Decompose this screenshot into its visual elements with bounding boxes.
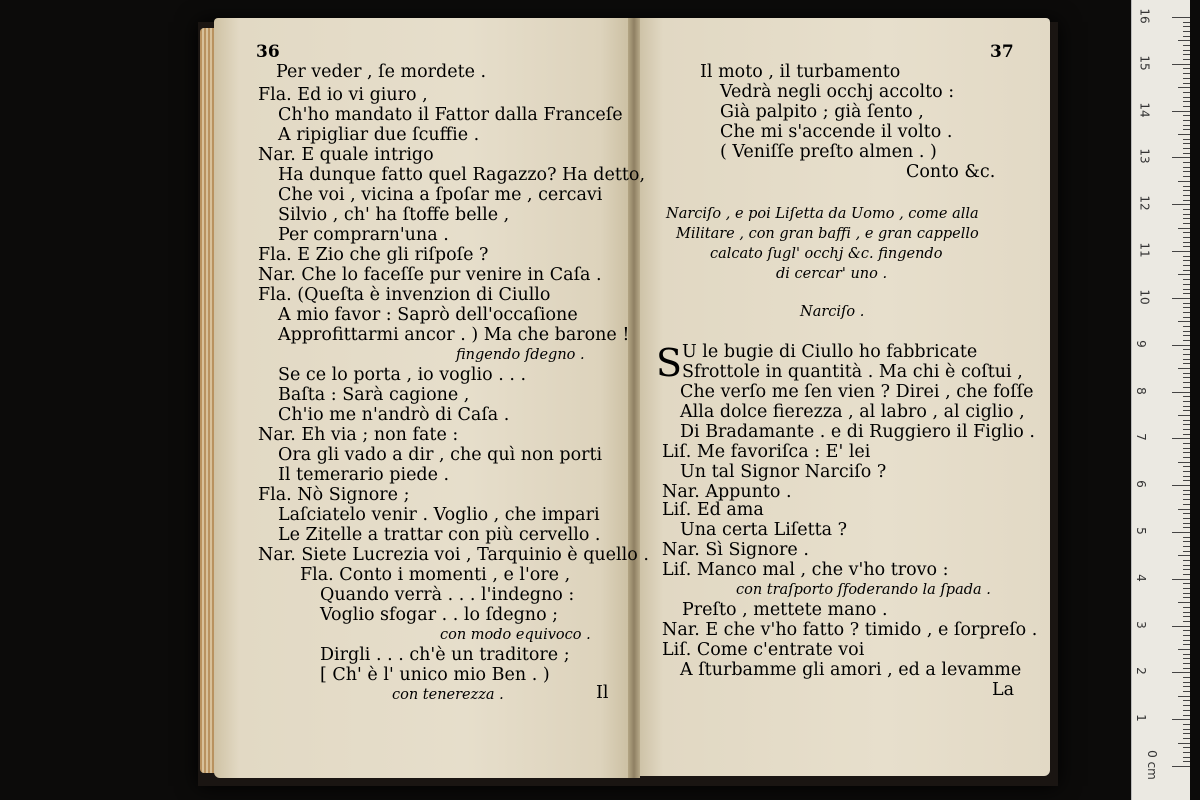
ruler-tick <box>1183 209 1190 210</box>
ruler-tick <box>1183 597 1190 598</box>
left-page-text-line: Nar. Che lo faceſſe pur venire in Caſa . <box>258 265 602 285</box>
ruler-tick <box>1183 630 1190 631</box>
ruler-label: 13 <box>1137 148 1152 165</box>
right-page-text-line: Nar. Appunto . <box>662 482 792 502</box>
ruler-tick <box>1183 307 1190 308</box>
right-page-text-line: di cercar' uno . <box>776 266 888 282</box>
right-page-text-line: Sfrottole in quantità . Ma chi è coſtui , <box>682 362 1023 382</box>
left-page-text-line: Silvio , ch' ha ſtoffe belle , <box>278 205 510 225</box>
ruler-tick <box>1183 757 1190 758</box>
left-page-text-line: Fla. Conto i momenti , e l'ore , <box>300 565 571 585</box>
ruler-tick <box>1178 649 1190 650</box>
left-page-text-line: fingendo ſdegno . <box>456 347 585 363</box>
measuring-ruler <box>1131 0 1190 800</box>
ruler-tick <box>1183 466 1190 467</box>
ruler-tick <box>1183 527 1190 528</box>
right-page-text-line: con traſporto ſfoderando la ſpada . <box>736 582 991 598</box>
ruler-tick <box>1183 200 1190 201</box>
ruler-tick <box>1183 752 1190 753</box>
right-page-text-line: Un tal Signor Narciſo ? <box>680 462 887 482</box>
ruler-label: 12 <box>1137 195 1152 211</box>
ruler-tick <box>1172 626 1190 627</box>
ruler-tick <box>1183 340 1190 341</box>
ruler-tick <box>1183 22 1190 23</box>
ruler-tick <box>1183 232 1190 233</box>
ruler-label: 8 <box>1133 386 1148 395</box>
ruler-tick <box>1178 555 1190 556</box>
ruler-tick <box>1183 677 1190 678</box>
ruler-tick <box>1178 743 1190 744</box>
right-page-text-line: Già palpito ; già ſento , <box>720 102 924 122</box>
ruler-tick <box>1178 696 1190 697</box>
right-page-text-line: Che verſo me ſen vien ? Direi , che foſſe <box>680 382 1034 402</box>
ruler-tick <box>1183 724 1190 725</box>
ruler-tick <box>1183 396 1190 397</box>
ruler-tick <box>1172 438 1190 439</box>
ruler-tick <box>1183 36 1190 37</box>
ruler-tick <box>1183 537 1190 538</box>
ruler-tick <box>1178 274 1190 275</box>
ruler-tick <box>1183 176 1190 177</box>
ruler-tick <box>1183 246 1190 247</box>
ruler-tick <box>1183 354 1190 355</box>
ruler-label: 7 <box>1133 433 1148 442</box>
ruler-tick <box>1183 691 1190 692</box>
ruler-tick <box>1183 644 1190 645</box>
ruler-label: 4 <box>1133 573 1148 582</box>
ruler-tick <box>1183 83 1190 84</box>
ruler-tick <box>1183 504 1190 505</box>
right-page-text-line: Narciſo . <box>800 304 865 320</box>
right-page-text-line: A ſturbamme gli amori , ed a levamme <box>680 660 1022 680</box>
ruler-tick <box>1183 523 1190 524</box>
ruler-tick <box>1183 377 1190 378</box>
ruler-tick <box>1183 256 1190 257</box>
right-page-text-line: Militare , con gran baffi , e gran cappello <box>676 226 979 242</box>
ruler-tick <box>1183 593 1190 594</box>
ruler-tick <box>1183 270 1190 271</box>
right-page-text-line: Il moto , il turbamento <box>700 62 901 82</box>
ruler-tick <box>1178 228 1190 229</box>
right-page-text-line: Nar. Sì Signore . <box>662 540 809 560</box>
ruler-tick <box>1183 565 1190 566</box>
ruler-tick <box>1172 532 1190 533</box>
right-page-text-line: Che mi s'accende il volto . <box>720 122 953 142</box>
ruler-tick <box>1183 331 1190 332</box>
left-page-text-line: Fla. E Zio che gli riſpoſe ? <box>258 245 489 265</box>
ruler-label: 2 <box>1133 667 1148 676</box>
left-page-text-line: Che voi , vicina a ſpoſar me , cercavi <box>278 185 603 205</box>
ruler-tick <box>1183 78 1190 79</box>
ruler-tick <box>1183 420 1190 421</box>
drop-cap: S <box>656 341 683 385</box>
ruler-tick <box>1183 359 1190 360</box>
left-page-text-line: Quando verrà . . . l'indegno : <box>320 585 575 605</box>
ruler-tick <box>1183 92 1190 93</box>
ruler-tick <box>1183 143 1190 144</box>
right-page-text-line: Narciſo , e poi Liſetta da Uomo , come alla <box>666 206 979 222</box>
ruler-tick <box>1172 251 1190 252</box>
ruler-tick <box>1183 115 1190 116</box>
right-page-text-line: Nar. E che v'ho fatto ? timido , e ſorpreſo . <box>662 620 1038 640</box>
ruler-tick <box>1183 139 1190 140</box>
ruler-label: 11 <box>1137 242 1152 258</box>
right-page-text-line: Alla dolce fierezza , al labro , al ciglio , <box>680 402 1025 422</box>
ruler-tick <box>1183 129 1190 130</box>
ruler-tick <box>1183 747 1190 748</box>
ruler-tick <box>1183 658 1190 659</box>
left-page-text-line: Approfittarmi ancor . ) Ma che barone ! <box>278 325 630 345</box>
ruler-tick <box>1183 312 1190 313</box>
ruler-tick <box>1183 410 1190 411</box>
left-page-text-line: Il temerario piede . <box>278 465 450 485</box>
ruler-tick <box>1183 279 1190 280</box>
ruler-tick <box>1178 509 1190 510</box>
ruler-label: 5 <box>1133 527 1148 535</box>
right-page-text-line: Liſ. Come c'entrate voi <box>662 640 865 660</box>
ruler-tick <box>1172 672 1190 673</box>
ruler-tick <box>1183 663 1190 664</box>
ruler-tick <box>1183 434 1190 435</box>
right-page-text-line: calcato ſugl' occhj &c. fingendo <box>710 246 943 262</box>
left-page-text-line: Le Zitelle a trattar con più cervello . <box>278 525 601 545</box>
ruler-tick <box>1183 106 1190 107</box>
left-page-text-line: Ch'io me n'andrò di Caſa . <box>278 405 510 425</box>
ruler-tick <box>1183 317 1190 318</box>
ruler-tick <box>1178 40 1190 41</box>
ruler-label: 0 cm <box>1144 750 1159 780</box>
ruler-tick <box>1183 761 1190 762</box>
right-page-text-line: Di Bradamante . e di Ruggiero il Figlio . <box>680 422 1035 442</box>
book-gutter <box>628 18 640 778</box>
right-page-text-line: Vedrà negli occhj accolto : <box>720 82 955 102</box>
left-page-text-line: Nar. Siete Lucrezia voi , Tarquinio è quello . <box>258 545 649 565</box>
ruler-tick <box>1183 303 1190 304</box>
ruler-label: 15 <box>1137 55 1152 71</box>
ruler-tick <box>1183 513 1190 514</box>
ruler-tick <box>1178 87 1190 88</box>
left-page-text-line: Fla. Ed io vi giuro , <box>258 85 428 105</box>
ruler-tick <box>1178 415 1190 416</box>
ruler-tick <box>1183 195 1190 196</box>
ruler-tick <box>1183 429 1190 430</box>
ruler-tick <box>1183 223 1190 224</box>
ruler-tick <box>1183 125 1190 126</box>
ruler-tick <box>1172 766 1190 767</box>
ruler-tick <box>1183 335 1190 336</box>
ruler-tick <box>1183 588 1190 589</box>
ruler-tick <box>1183 569 1190 570</box>
left-page-text-line: con tenerezza . <box>392 687 504 703</box>
ruler-tick <box>1178 368 1190 369</box>
ruler-tick <box>1183 401 1190 402</box>
left-page-text-line: Fla. Nò Signore ; <box>258 485 410 505</box>
ruler-tick <box>1172 64 1190 65</box>
ruler-tick <box>1183 382 1190 383</box>
ruler-label: 1 <box>1133 714 1148 723</box>
left-page-text-line: A ripigliar due ſcuffie . <box>278 125 480 145</box>
ruler-tick <box>1183 349 1190 350</box>
ruler-tick <box>1183 654 1190 655</box>
ruler-tick <box>1183 710 1190 711</box>
left-page-text-line: Per comprarn'una . <box>278 225 449 245</box>
ruler-tick <box>1183 621 1190 622</box>
ruler-tick <box>1178 134 1190 135</box>
ruler-tick <box>1172 579 1190 580</box>
right-page-text-line: Conto &c. <box>906 162 996 182</box>
ruler-tick <box>1183 686 1190 687</box>
left-page-number: 36 <box>256 42 280 62</box>
ruler-tick <box>1183 293 1190 294</box>
ruler-tick <box>1183 326 1190 327</box>
ruler-tick <box>1183 265 1190 266</box>
ruler-tick <box>1183 700 1190 701</box>
ruler-tick <box>1183 583 1190 584</box>
ruler-tick <box>1183 682 1190 683</box>
ruler-tick <box>1183 214 1190 215</box>
ruler-tick <box>1183 715 1190 716</box>
left-page-text-line: A mio favor : Saprò dell'occaſione <box>278 305 578 325</box>
ruler-tick <box>1183 186 1190 187</box>
left-page-text-line: Se ce lo porta , io voglio . . . <box>278 365 527 385</box>
ruler-tick <box>1183 490 1190 491</box>
left-page-text-line: Ora gli vado a dir , che quì non porti <box>278 445 603 465</box>
ruler-tick <box>1172 157 1190 158</box>
ruler-tick <box>1183 162 1190 163</box>
right-page-text-line: Liſ. Me favoriſca : E' lei <box>662 442 871 462</box>
ruler-tick <box>1183 59 1190 60</box>
ruler-tick <box>1183 171 1190 172</box>
ruler-tick <box>1183 50 1190 51</box>
left-page-text-line: Dirgli . . . ch'è un traditore ; <box>320 645 570 665</box>
ruler-tick <box>1183 499 1190 500</box>
ruler-tick <box>1183 729 1190 730</box>
left-page-text-line: Per veder , ſe mordete . <box>276 62 487 82</box>
ruler-tick <box>1172 111 1190 112</box>
ruler-tick <box>1178 181 1190 182</box>
ruler-tick <box>1172 17 1190 18</box>
ruler-tick <box>1183 640 1190 641</box>
left-page-text-line: Il <box>596 683 609 703</box>
ruler-label: 3 <box>1133 620 1148 629</box>
ruler-tick <box>1183 54 1190 55</box>
ruler-tick <box>1183 237 1190 238</box>
right-page-text-line: Liſ. Ed ama <box>662 500 764 520</box>
ruler-tick <box>1183 242 1190 243</box>
ruler-tick <box>1183 560 1190 561</box>
right-page-text-line: Una certa Liſetta ? <box>680 520 848 540</box>
ruler-tick <box>1183 260 1190 261</box>
right-page-number: 37 <box>990 42 1014 62</box>
ruler-tick <box>1183 31 1190 32</box>
ruler-tick <box>1183 406 1190 407</box>
ruler-tick <box>1183 635 1190 636</box>
ruler-tick <box>1183 45 1190 46</box>
left-page-text-line: Ch'ho mandato il Fattor dalla Franceſe <box>278 105 623 125</box>
ruler-tick <box>1183 476 1190 477</box>
ruler-tick <box>1183 494 1190 495</box>
right-page-text-line: U le bugie di Ciullo ho fabbricate <box>682 342 978 362</box>
ruler-tick <box>1172 298 1190 299</box>
ruler-tick <box>1172 719 1190 720</box>
ruler-label: 14 <box>1137 101 1152 118</box>
left-page-text-line: [ Ch' è l' unico mio Ben . ) <box>320 665 550 685</box>
ruler-tick <box>1178 321 1190 322</box>
ruler-tick <box>1183 457 1190 458</box>
ruler-tick <box>1183 471 1190 472</box>
ruler-tick <box>1183 541 1190 542</box>
ruler-tick <box>1183 480 1190 481</box>
left-page-text-line: Voglio sfogar . . lo ſdegno ; <box>320 605 559 625</box>
left-page-text-line: Nar. Eh via ; non fate : <box>258 425 459 445</box>
right-page-text-line: La <box>992 680 1015 700</box>
ruler-label: 16 <box>1137 8 1152 24</box>
ruler-tick <box>1183 120 1190 121</box>
ruler-tick <box>1183 551 1190 552</box>
ruler-tick <box>1183 616 1190 617</box>
ruler-tick <box>1183 705 1190 706</box>
ruler-tick <box>1183 363 1190 364</box>
right-page-text-line: ( Veniſſe preſto almen . ) <box>720 142 937 162</box>
left-page-text-line: Nar. E quale intrigo <box>258 145 434 165</box>
ruler-tick <box>1183 97 1190 98</box>
ruler-tick <box>1183 148 1190 149</box>
ruler-label: 10 <box>1137 289 1152 305</box>
ruler-tick <box>1183 387 1190 388</box>
right-page-text-line: Preſto , mettete mano . <box>682 600 888 620</box>
left-page-text-line: Baſta : Sarà cagione , <box>278 385 470 405</box>
ruler-label: 6 <box>1133 480 1148 488</box>
ruler-tick <box>1183 101 1190 102</box>
ruler-tick <box>1183 73 1190 74</box>
ruler-tick <box>1178 462 1190 463</box>
ruler-tick <box>1183 733 1190 734</box>
ruler-tick <box>1183 574 1190 575</box>
ruler-tick <box>1183 607 1190 608</box>
ruler-tick <box>1183 153 1190 154</box>
right-page-text-line: Liſ. Manco mal , che v'ho trovo : <box>662 560 949 580</box>
ruler-tick <box>1183 167 1190 168</box>
ruler-label: 9 <box>1133 339 1148 348</box>
ruler-tick <box>1183 612 1190 613</box>
ruler-tick <box>1183 284 1190 285</box>
ruler-tick <box>1172 485 1190 486</box>
ruler-tick <box>1183 424 1190 425</box>
ruler-tick <box>1183 373 1190 374</box>
ruler-tick <box>1183 518 1190 519</box>
ruler-tick <box>1183 448 1190 449</box>
ruler-tick <box>1172 392 1190 393</box>
ruler-tick <box>1183 738 1190 739</box>
ruler-tick <box>1172 204 1190 205</box>
ruler-tick <box>1183 190 1190 191</box>
left-page-text-line: Ha dunque fatto quel Ragazzo? Ha detto, <box>278 165 646 185</box>
ruler-tick <box>1183 668 1190 669</box>
ruler-tick <box>1183 452 1190 453</box>
ruler-tick <box>1172 345 1190 346</box>
ruler-tick <box>1183 218 1190 219</box>
ruler-tick <box>1178 602 1190 603</box>
ruler-tick <box>1183 68 1190 69</box>
left-page-text-line: con modo equivoco . <box>440 627 591 643</box>
left-page-text-line: Laſciatelo venir . Voglio , che impari <box>278 505 600 525</box>
ruler-tick <box>1183 546 1190 547</box>
ruler-tick <box>1183 26 1190 27</box>
ruler-tick <box>1183 289 1190 290</box>
left-page-text-line: Fla. (Queſta è invenzion di Ciullo <box>258 285 551 305</box>
ruler-tick <box>1183 443 1190 444</box>
